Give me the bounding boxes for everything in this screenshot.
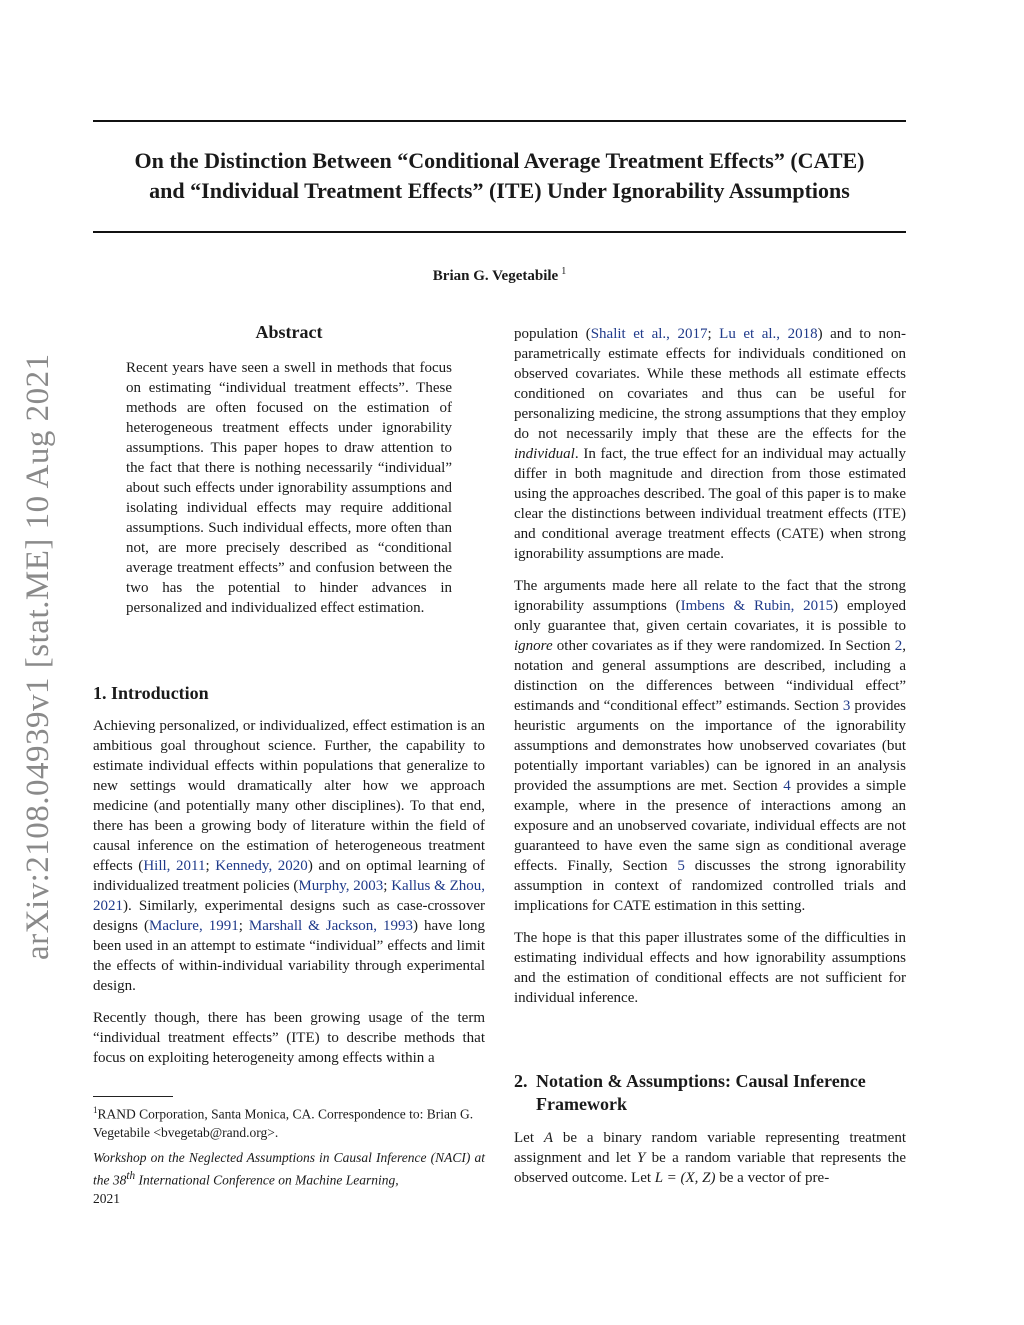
- notation-paragraph-1: Let A be a binary random variable representing treatment assignment and let Y be a random variable that represents the observed outcome. Let L = (X, Z) be a vector of pre-: [514, 1130, 906, 1186]
- section-2-title-line-1: Notation & Assumptions: Causal Inference: [536, 1071, 866, 1091]
- variable-l: L = (X, Z): [654, 1170, 716, 1186]
- citation-kallus-zhou-2021[interactable]: Kallus & Zhou, 2021: [93, 878, 485, 914]
- title-rule-bottom: [93, 231, 906, 233]
- footnote-text: RAND Corporation, Santa Monica, CA. Correspondence to: Brian G. Vegetabile <bvegetab@rand.org>.: [93, 1106, 474, 1140]
- citation-kennedy-2020[interactable]: Kennedy, 2020: [215, 858, 308, 874]
- arxiv-stamp: arXiv:2108.04939v1 [stat.ME] 10 Aug 2021: [20, 353, 56, 960]
- venue-note: Workshop on the Neglected Assumptions in Causal Inference (NACI) at the 38th International Conference on Machine Learning, 2021: [93, 1150, 485, 1206]
- footnote-mark: 1: [93, 1105, 98, 1115]
- title-line-2: and “Individual Treatment Effects” (ITE) Under Ignorability Assumptions: [149, 178, 850, 203]
- section-2-title-line-2: Framework: [536, 1094, 627, 1114]
- paper-title: [93, 146, 906, 206]
- title-rule-top: [93, 120, 906, 122]
- citation-murphy-2003[interactable]: Murphy, 2003: [298, 878, 384, 894]
- venue-ordinal: 38: [112, 1172, 127, 1188]
- section-1-heading: 1. Introduction: [93, 683, 209, 703]
- abstract-paragraph: Recent years have seen a swell in methods that focus on estimating “individual treatment effects”. These methods are often focused on the estimation of heterogeneous treatment effects under ignorability assumptions. This paper hopes to draw attention to the fact that there is nothing necessarily “individual” about such effects under ignorability assumptions and isolating individual effects may require additional assumptions. Such individual effects, more often than not, are more precisely described as “conditional average treatment effects” and confusion between the two has the potential to hinder advances in personalized and individualized effect estimation.: [126, 360, 452, 616]
- intro-paragraph-3: population (Shalit et al., 2017; Lu et al., 2018) and to non-parametrically estimate effects for individuals conditioned on observed covariates. While these methods all estimate effects conditioned on covariates and thus can be useful for personalizing medicine, the strong assumptions that they employ do not necessarily imply that these are the effects for the individual. In fact, the true effect for an individual may actually differ in both magnitude and direction from those estimated using the approaches described. The goal of this paper is to make clear the distinctions between individual treatment effects (ITE) and conditional average treatment effects (CATE) when strong ignorability assumptions are made.: [514, 326, 907, 562]
- abstract-text: [126, 358, 452, 630]
- title-line-1: On the Distinction Between “Conditional Average Treatment Effects” (CATE): [134, 148, 865, 173]
- notation-column: [514, 1128, 906, 1200]
- citation-imbens-rubin-2015[interactable]: Imbens & Rubin, 2015: [680, 598, 834, 614]
- venue-ordinal-suffix: th: [126, 1170, 136, 1182]
- variable-a: A: [543, 1130, 554, 1146]
- section-link-2[interactable]: 2: [894, 638, 903, 654]
- citation-hill-2011[interactable]: Hill, 2011: [143, 858, 206, 874]
- intro-right-column: [514, 324, 906, 1020]
- footnote: [93, 1101, 485, 1142]
- section-link-5[interactable]: 5: [677, 858, 685, 874]
- section-link-4[interactable]: 4: [783, 778, 791, 794]
- footnote-rule: [93, 1096, 173, 1097]
- variable-y: Y: [637, 1150, 646, 1166]
- citation-maclure-1991[interactable]: Maclure, 1991: [148, 918, 239, 934]
- section-2-number: 2.: [514, 1071, 528, 1091]
- citation-marshall-jackson-1993[interactable]: Marshall & Jackson, 1993: [248, 918, 414, 934]
- citation-shalit-2017[interactable]: Shalit et al., 2017: [590, 326, 708, 342]
- intro-left-column: [93, 716, 485, 1080]
- section-2-heading: [514, 1070, 906, 1116]
- author-name: Brian G. Vegetabile: [432, 268, 559, 284]
- section-link-3[interactable]: 3: [842, 698, 851, 714]
- venue-year: 2021: [93, 1190, 120, 1206]
- intro-paragraph-2: Recently though, there has been growing usage of the term “individual treatment effects” (ITE) to describe methods that focus on exploiting heterogeneity among effects within a: [93, 1010, 485, 1066]
- intro-paragraph-4: The arguments made here all relate to the fact that the strong ignorability assumptions (Imbens & Rubin, 2015) employed only guarantee that, given certain covariates, it is possible to ignore other covariates as if they were randomized. In Section 2, notation and general assumptions are described, including a distinction on the differences between “individual effect” estimands and “conditional effect” estimands. Section 3 provides heuristic arguments on the importance of the ignorability assumptions and demonstrates how unobserved covariates (but potentially important variables) can be ignored in an analysis provided the assumptions are met. Section 4 provides a simple example, where in the presence of interactions among an exposure and an unobserved covariate, individual effects are not guaranteed to have even the same sign as conditional average effects. Finally, Section 5 discusses the strong ignorability assumption in context of randomized controlled trials and implications for CATE estimation in this setting.: [514, 578, 906, 914]
- author: [93, 266, 906, 285]
- author-affil-mark: 1: [561, 266, 567, 277]
- citation-lu-2018[interactable]: Lu et al., 2018: [719, 326, 818, 342]
- abstract-heading: Abstract: [255, 322, 323, 342]
- intro-paragraph-1: Achieving personalized, or individualized, effect estimation is an ambitious goal throughout science. Further, the capability to estimate individual effects within populations that generalize to new settings would dramatically alter how we approach medicine (and potentially many other disciplines). To that end, there has been a growing body of literature within the field of causal inference on the estimation of heterogeneous treatment effects (Hill, 2011; Kennedy, 2020) and on optimal learning of individualized treatment policies (Murphy, 2003; Kallus & Zhou, 2021). Similarly, experimental designs such as case-crossover designs (Maclure, 1991; Marshall & Jackson, 1993) have long been used in an attempt to estimate “individual” effects and limit the effects of within-individual variability through experimental design.: [93, 718, 486, 994]
- intro-paragraph-5: The hope is that this paper illustrates some of the difficulties in estimating individual effects and how ignorability assumptions and the estimation of conditional effects are not sufficient for individual inference.: [514, 930, 906, 1006]
